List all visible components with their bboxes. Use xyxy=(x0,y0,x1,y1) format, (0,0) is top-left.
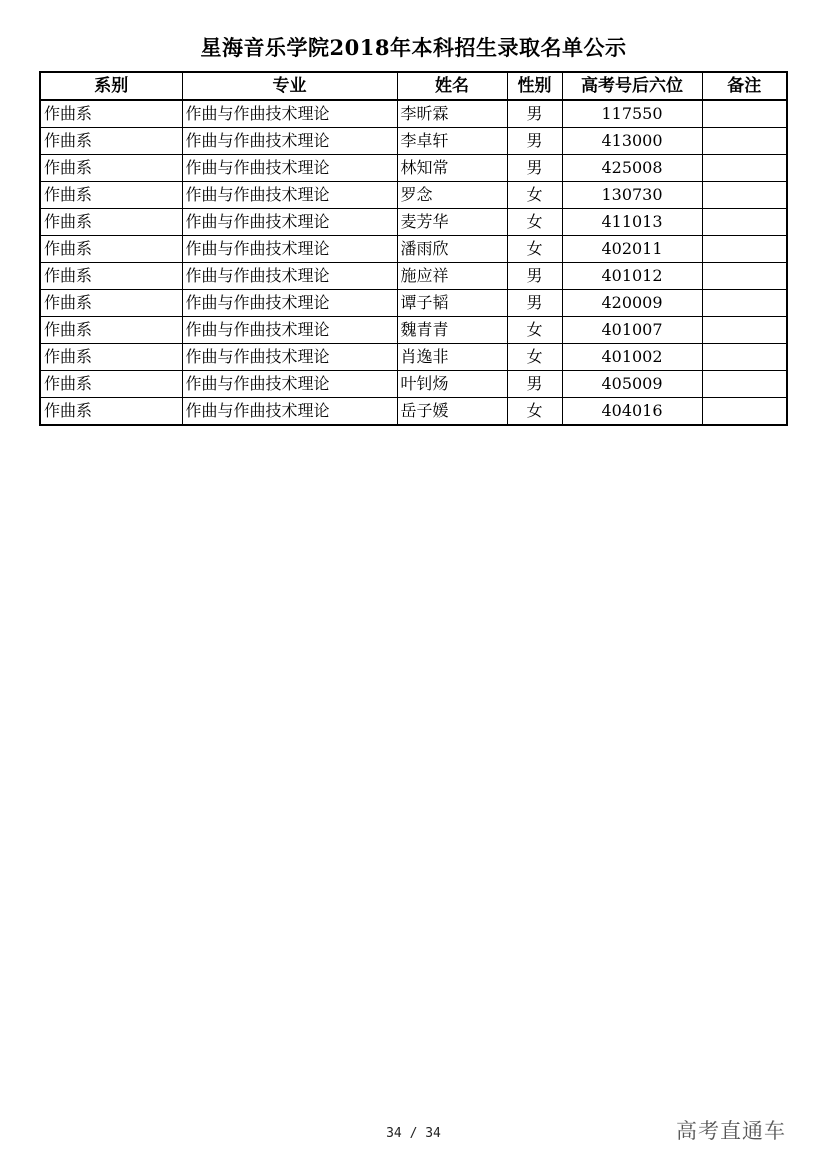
student-name-cell: 叶钊炀 xyxy=(397,371,507,398)
student-name-cell: 岳子媛 xyxy=(397,398,507,426)
header-name: 姓名 xyxy=(397,72,507,100)
exam-number-cell: 404016 xyxy=(562,398,702,426)
table-row xyxy=(40,344,787,371)
remarks-cell xyxy=(702,155,787,182)
department-cell: 作曲系 xyxy=(40,317,182,344)
header-major: 专业 xyxy=(182,72,397,100)
remarks-cell xyxy=(702,209,787,236)
major-cell: 作曲与作曲技术理论 xyxy=(182,344,397,371)
gender-cell: 女 xyxy=(507,344,562,371)
table-row xyxy=(40,371,787,398)
table-row xyxy=(40,398,787,426)
remarks-cell xyxy=(702,290,787,317)
gender-cell: 女 xyxy=(507,209,562,236)
exam-number-cell: 405009 xyxy=(562,371,702,398)
remarks-cell xyxy=(702,344,787,371)
student-name-cell: 潘雨欣 xyxy=(397,236,507,263)
exam-number-cell: 411013 xyxy=(562,209,702,236)
remarks-cell xyxy=(702,371,787,398)
student-name-cell: 肖逸非 xyxy=(397,344,507,371)
department-cell: 作曲系 xyxy=(40,182,182,209)
table-row xyxy=(40,182,787,209)
major-cell: 作曲与作曲技术理论 xyxy=(182,155,397,182)
gender-cell: 男 xyxy=(507,263,562,290)
table-row xyxy=(40,128,787,155)
header-gender: 性别 xyxy=(507,72,562,100)
student-name-cell: 林知常 xyxy=(397,155,507,182)
table-row xyxy=(40,317,787,344)
department-cell: 作曲系 xyxy=(40,398,182,426)
student-name-cell: 李卓轩 xyxy=(397,128,507,155)
student-name-cell: 施应祥 xyxy=(397,263,507,290)
exam-number-cell: 413000 xyxy=(562,128,702,155)
exam-number-cell: 425008 xyxy=(562,155,702,182)
department-cell: 作曲系 xyxy=(40,371,182,398)
major-cell: 作曲与作曲技术理论 xyxy=(182,290,397,317)
major-cell: 作曲与作曲技术理论 xyxy=(182,209,397,236)
gender-cell: 男 xyxy=(507,128,562,155)
table-row xyxy=(40,290,787,317)
table-row xyxy=(40,155,787,182)
watermark-logo-text: 高考直通车 xyxy=(676,1119,786,1143)
remarks-cell xyxy=(702,100,787,128)
major-cell: 作曲与作曲技术理论 xyxy=(182,371,397,398)
table-row xyxy=(40,209,787,236)
table-row xyxy=(40,236,787,263)
header-exam-number: 高考号后六位 xyxy=(562,72,702,100)
major-cell: 作曲与作曲技术理论 xyxy=(182,398,397,426)
student-name-cell: 李昕霖 xyxy=(397,100,507,128)
gender-cell: 男 xyxy=(507,155,562,182)
gender-cell: 男 xyxy=(507,290,562,317)
student-name-cell: 魏青青 xyxy=(397,317,507,344)
department-cell: 作曲系 xyxy=(40,209,182,236)
major-cell: 作曲与作曲技术理论 xyxy=(182,182,397,209)
department-cell: 作曲系 xyxy=(40,128,182,155)
department-cell: 作曲系 xyxy=(40,155,182,182)
remarks-cell xyxy=(702,236,787,263)
exam-number-cell: 420009 xyxy=(562,290,702,317)
gender-cell: 男 xyxy=(507,100,562,128)
exam-number-cell: 130730 xyxy=(562,182,702,209)
remarks-cell xyxy=(702,128,787,155)
table-row xyxy=(40,263,787,290)
gender-cell: 女 xyxy=(507,236,562,263)
remarks-cell xyxy=(702,182,787,209)
major-cell: 作曲与作曲技术理论 xyxy=(182,236,397,263)
exam-number-cell: 117550 xyxy=(562,100,702,128)
department-cell: 作曲系 xyxy=(40,344,182,371)
page-number: 34 / 34 xyxy=(386,1126,441,1141)
remarks-cell xyxy=(702,263,787,290)
exam-number-cell: 401007 xyxy=(562,317,702,344)
department-cell: 作曲系 xyxy=(40,263,182,290)
major-cell: 作曲与作曲技术理论 xyxy=(182,263,397,290)
gender-cell: 女 xyxy=(507,398,562,426)
student-name-cell: 罗念 xyxy=(397,182,507,209)
department-cell: 作曲系 xyxy=(40,236,182,263)
major-cell: 作曲与作曲技术理论 xyxy=(182,128,397,155)
major-cell: 作曲与作曲技术理论 xyxy=(182,100,397,128)
table-body xyxy=(40,100,787,425)
department-cell: 作曲系 xyxy=(40,100,182,128)
major-cell: 作曲与作曲技术理论 xyxy=(182,317,397,344)
table-row xyxy=(40,100,787,128)
page-title: 星海音乐学院2018年本科招生录取名单公示 xyxy=(200,35,627,60)
student-name-cell: 麦芳华 xyxy=(397,209,507,236)
header-department: 系别 xyxy=(40,72,182,100)
student-name-cell: 谭子韬 xyxy=(397,290,507,317)
remarks-cell xyxy=(702,398,787,426)
exam-number-cell: 401012 xyxy=(562,263,702,290)
exam-number-cell: 402011 xyxy=(562,236,702,263)
table-header-row xyxy=(40,72,787,100)
exam-number-cell: 401002 xyxy=(562,344,702,371)
admission-table xyxy=(39,71,788,426)
header-remarks: 备注 xyxy=(702,72,787,100)
gender-cell: 女 xyxy=(507,182,562,209)
gender-cell: 男 xyxy=(507,371,562,398)
gender-cell: 女 xyxy=(507,317,562,344)
department-cell: 作曲系 xyxy=(40,290,182,317)
remarks-cell xyxy=(702,317,787,344)
